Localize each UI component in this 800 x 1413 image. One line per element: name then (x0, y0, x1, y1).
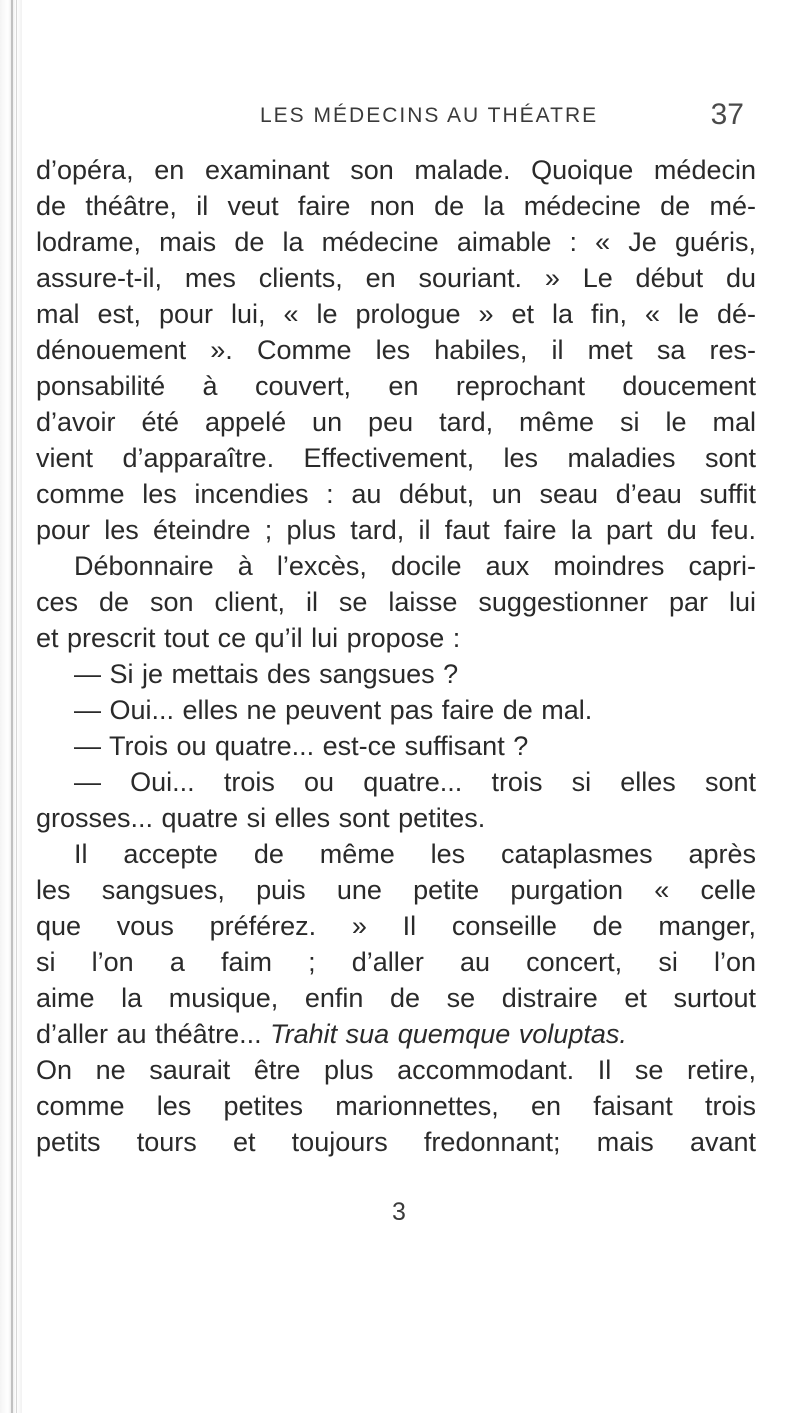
text-line: lodrame, mais de la médecine aimable : « Je guéris, (36, 227, 756, 257)
text-line: mal est, pour lui, « le prologue » et la fin, « le dé- (36, 299, 756, 329)
signature-mark: 3 (392, 1198, 406, 1226)
text-line: que vous préférez. » Il conseille de manger, (36, 911, 756, 941)
text-line: les sangsues, puis une petite purgation « celle (36, 875, 756, 905)
paragraph-start-line: Il accepte de même les cataplasmes après (74, 839, 756, 869)
text-line: On ne saurait être plus accommodant. Il se retire, (36, 1055, 756, 1085)
text-line: d’avoir été appelé un peu tard, même si le mal (36, 407, 756, 437)
latin-quote: Trahit sua quemque voluptas. (270, 1019, 627, 1049)
dialogue-line: — Oui... trois ou quatre... trois si elles sont (74, 767, 756, 797)
text-line: petits tours et toujours fredonnant; mais avant (36, 1127, 756, 1157)
dialogue-line: — Si je mettais des sangsues ? (74, 659, 459, 689)
running-head: LES MÉDECINS AU THÉATRE (260, 104, 599, 127)
text-line: pour les éteindre ; plus tard, il faut faire la part du feu. (36, 515, 756, 545)
text-line: vient d’apparaître. Effectivement, les maladies sont (36, 443, 756, 473)
text-line: assure-t-il, mes clients, en souriant. » Le début du (36, 263, 756, 293)
text-line: comme les petites marionnettes, en faisant trois (36, 1091, 756, 1121)
dialogue-line: — Trois ou quatre... est-ce suffisant ? (74, 731, 529, 761)
text-line: et prescrit tout ce qu’il lui propose : (36, 623, 461, 653)
text-line: aime la musique, enfin de se distraire et surtout (36, 983, 756, 1013)
text-line: comme les incendies : au début, un seau d’eau suffit (36, 479, 756, 509)
text-line-segment: d’aller au théâtre... (36, 1019, 262, 1049)
text-line: ces de son client, il se laisse suggestionner par lui (36, 587, 756, 617)
text-line-with-quote (36, 1016, 756, 1052)
dialogue-line: — Oui... elles ne peuvent pas faire de mal. (74, 695, 593, 725)
page-header (260, 98, 744, 138)
binding-gutter (0, 0, 22, 1413)
text-line: ponsabilité à couvert, en reprochant doucement (36, 371, 756, 401)
page-number: 37 (710, 98, 744, 131)
body-text (36, 152, 756, 1160)
binding-edge-line-inner (16, 0, 17, 1413)
text-line: de théâtre, il veut faire non de la médecine de mé- (36, 191, 756, 221)
binding-edge-line (11, 0, 13, 1413)
text-line: dénouement ». Comme les habiles, il met sa res- (36, 335, 756, 365)
text-line: grosses... quatre si elles sont petites. (36, 803, 486, 833)
text-line: d’opéra, en examinant son malade. Quoique médecin (36, 155, 756, 185)
text-line: si l’on a faim ; d’aller au concert, si l’on (36, 947, 756, 977)
paragraph-start-line: Débonnaire à l’excès, docile aux moindres capri- (74, 551, 756, 581)
